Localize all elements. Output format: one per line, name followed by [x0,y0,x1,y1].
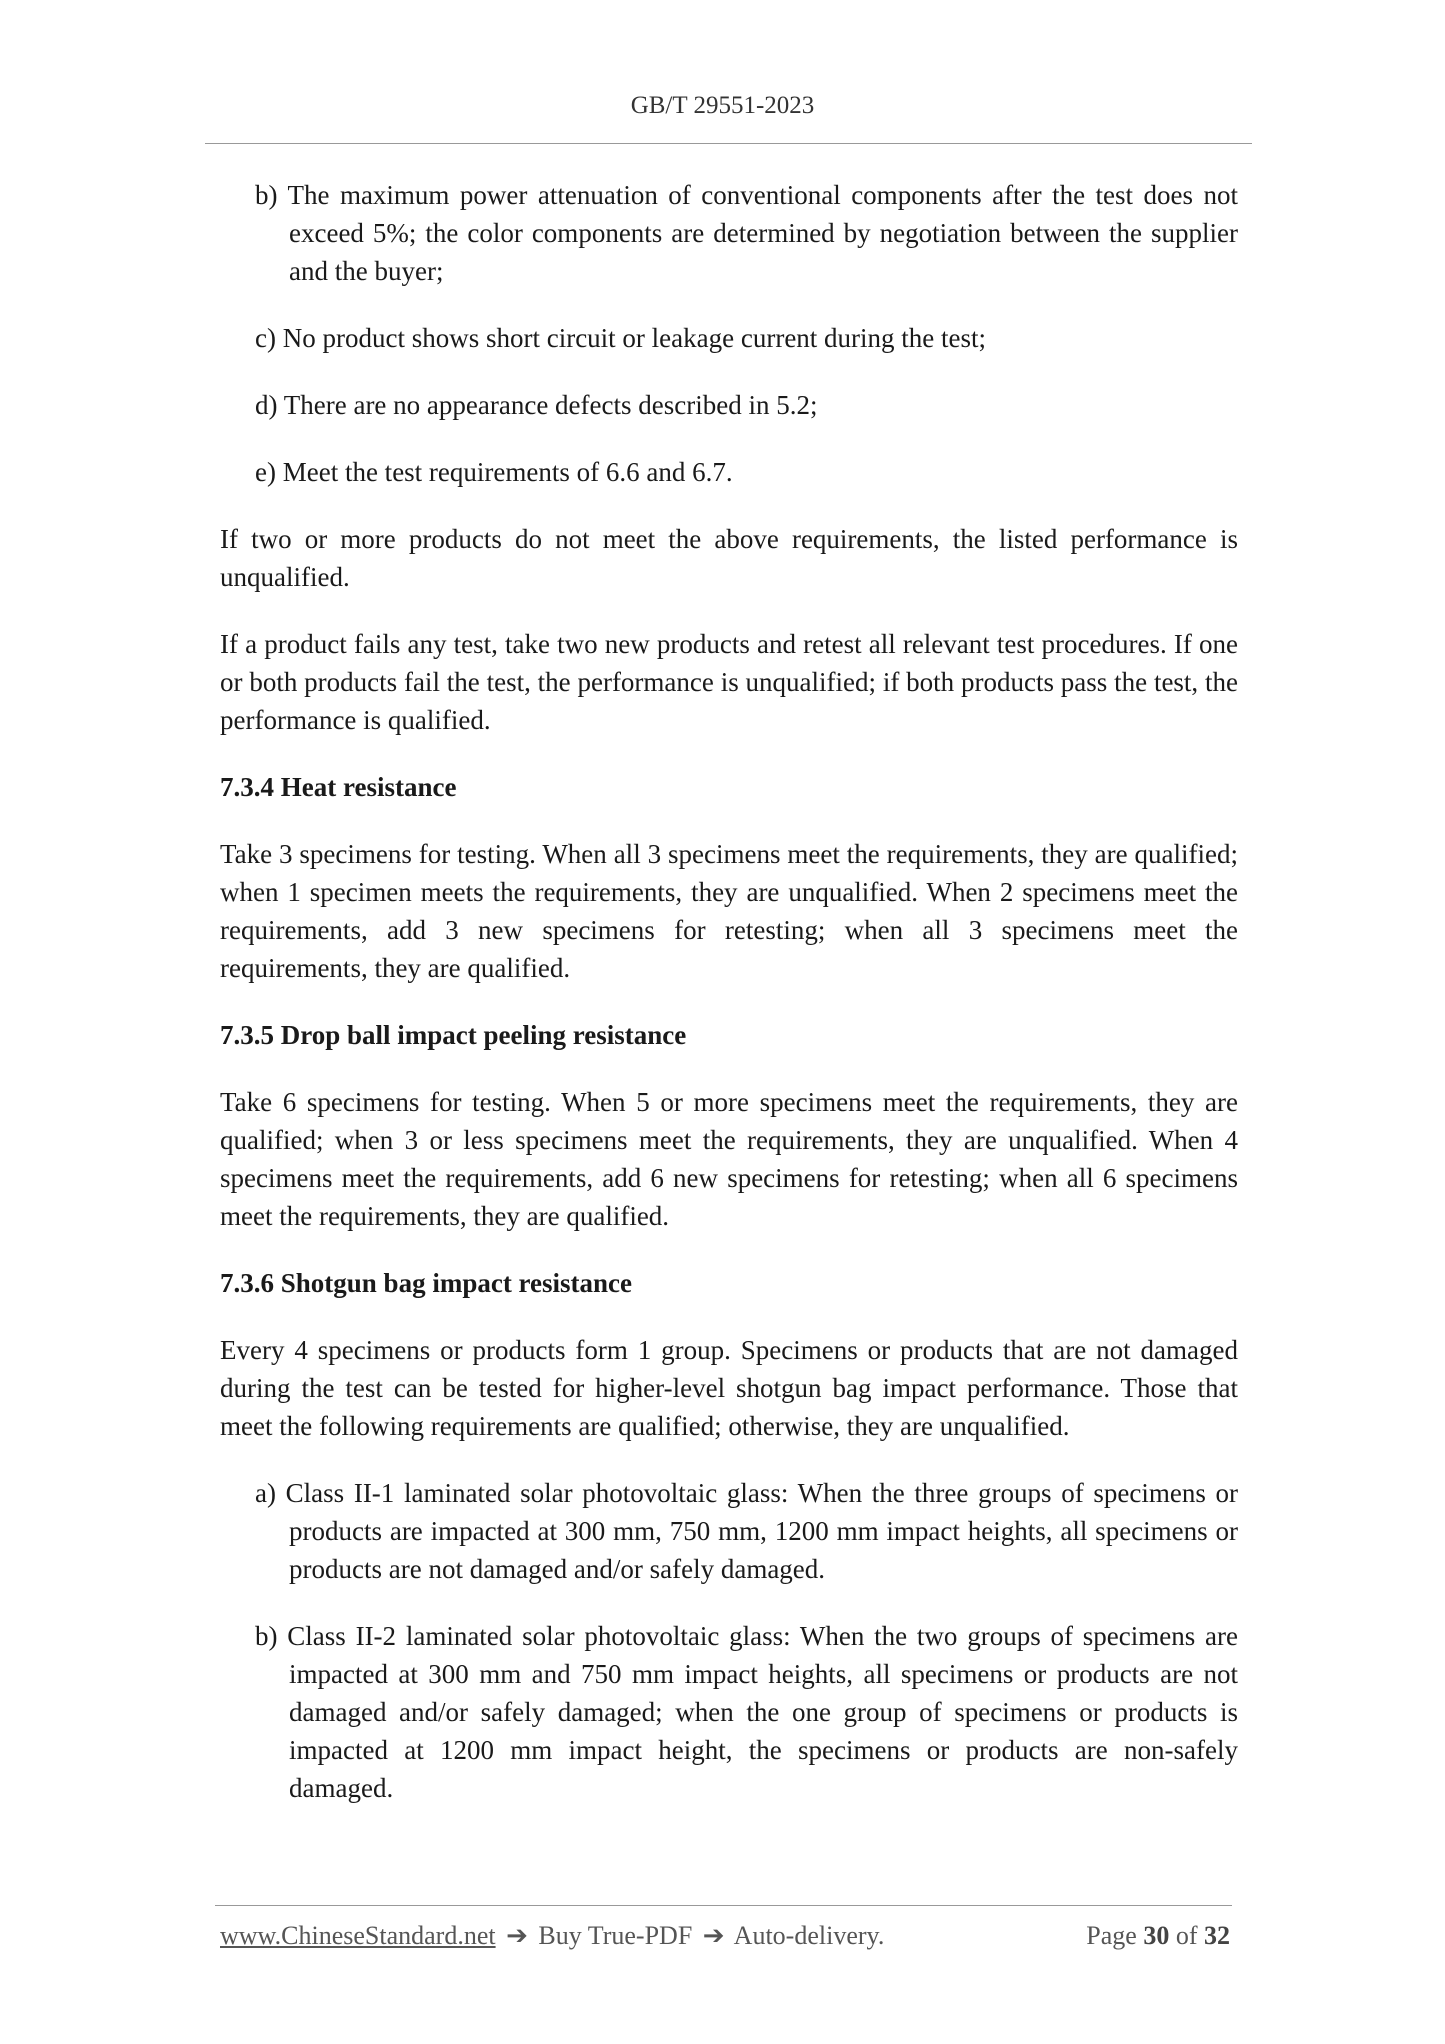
list-item-c-short-circuit: c) No product shows short circuit or leakage current during the test; [255,323,987,353]
section-heading-7-3-4: 7.3.4 Heat resistance [220,772,457,802]
list-item-b-class-ii-2: b) Class II-2 laminated solar photovoltaic glass: When the two groups of specimens are impacted at 300 mm and 750 mm impact heights, all specimens or products are not damaged and/or safely damaged; when the one group of specimens or products is impacted at 1200 mm impact height, the specimens or products are non-safely damaged. [255,1621,1238,1803]
website-link[interactable]: www.ChineseStandard.net [220,1921,496,1950]
auto-delivery-text: Auto-delivery. [733,1921,885,1950]
arrow-right-icon: ➔ [506,1921,528,1950]
buy-pdf-text: Buy True-PDF [538,1921,693,1950]
section-heading-7-3-6: 7.3.6 Shotgun bag impact resistance [220,1268,633,1298]
page-of-label: of [1175,1921,1198,1950]
paragraph-unqualified-rule: If two or more products do not meet the above requirements, the listed performance is unqualified. [220,524,1238,592]
paragraph-retest-rule: If a product fails any test, take two new products and retest all relevant test procedures. If one or both products fail the test, the performance is unqualified; if both products pass the test, the performance is qualified. [220,629,1238,735]
page-content [220,176,1238,1836]
page-total: 32 [1204,1921,1230,1950]
paragraph-shotgun-bag: Every 4 specimens or products form 1 group. Specimens or products that are not damaged during the test can be tested for higher-level shotgun bag impact performance. Those that meet the following requirements are qualified; otherwise, they are unqualified. [220,1335,1238,1441]
footer-promo [220,1921,884,1951]
page-indicator [1086,1921,1230,1951]
header-divider [205,143,1252,144]
page-current: 30 [1143,1921,1170,1950]
paragraph-heat-resistance: Take 3 specimens for testing. When all 3 specimens meet the requirements, they are qualified; when 1 specimen meets the requirements, they are unqualified. When 2 specimens meet the requirements, add 3 new specimens for retesting; when all 3 specimens meet the requirements, they are qualified. [220,839,1238,983]
list-item-d-appearance: d) There are no appearance defects described in 5.2; [255,390,818,420]
footer-divider [215,1905,1232,1906]
arrow-right-icon: ➔ [702,1921,725,1950]
section-heading-7-3-5: 7.3.5 Drop ball impact peeling resistance [220,1020,687,1050]
list-item-a-class-ii-1: a) Class II-1 laminated solar photovoltaic glass: When the three groups of specimens or products are impacted at 300 mm, 750 mm, 1200 mm impact heights, all specimens or products are not damaged and/or safely damaged. [255,1478,1238,1584]
list-item-b-power-attenuation: b) The maximum power attenuation of conventional components after the test does not exceed 5%; the color components are determined by negotiation between the supplier and the buyer; [255,180,1238,286]
paragraph-drop-ball: Take 6 specimens for testing. When 5 or more specimens meet the requirements, they are qualified; when 3 or less specimens meet the requirements, they are unqualified. When 4 specimens meet the requirements, add 6 new specimens for retesting; when all 6 specimens meet the requirements, they are qualified. [220,1087,1238,1231]
document-header [0,92,1445,120]
page-label: Page [1086,1921,1137,1950]
standard-id: GB/T 29551-2023 [630,92,815,119]
list-item-e-test-requirements: e) Meet the test requirements of 6.6 and 6.7. [255,457,733,487]
